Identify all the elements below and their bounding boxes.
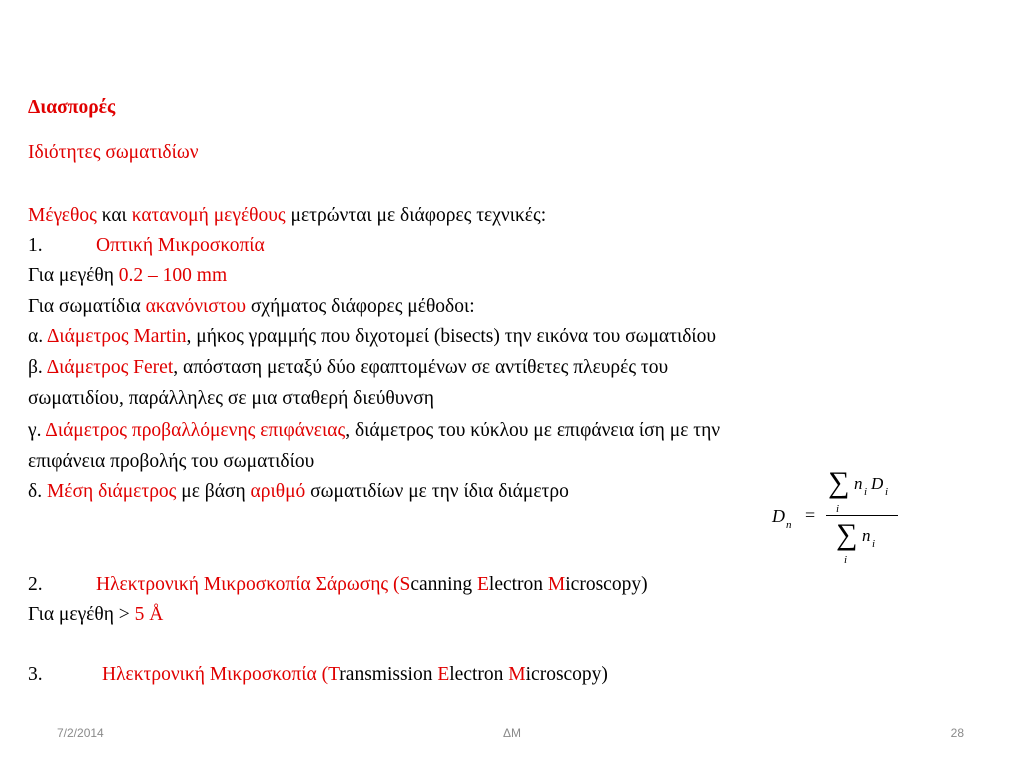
method-feret-cont: σωματιδίου, παράλληλες σε μια σταθερή διεύθυνση [28, 388, 434, 409]
acronym-letter: T [328, 664, 340, 685]
term-distribution: κατανομή μεγέθους [131, 205, 286, 226]
formula-den-index: i [844, 554, 848, 566]
method-term-number: αριθμό [250, 481, 306, 502]
acronym-letter: E [476, 574, 489, 595]
size-prefix: Για μεγέθη [28, 265, 119, 286]
formula-denominator-sigma: ∑ [836, 518, 858, 551]
size-prefix: Για μεγέθη [28, 604, 119, 625]
formula-lhs-sub: n [786, 519, 792, 531]
acronym-word: icroscopy) [525, 664, 608, 685]
method-text: σωματιδίων με την ίδια διάμετρο [305, 481, 569, 502]
acronym-letter: S [399, 574, 411, 595]
acronym-word: lectron [449, 664, 509, 685]
item-2-open: ( [388, 574, 400, 595]
formula-numerator-sigma: ∑ [828, 466, 850, 499]
formula-num-n-sub: i [864, 486, 868, 498]
irregular-prefix: Για σωματίδια [28, 296, 146, 317]
footer-page-number: 28 [950, 726, 964, 740]
method-marker: γ. [28, 420, 46, 441]
method-text: , διάμετρος του κύκλου με επιφάνεια ίση με την [345, 420, 721, 441]
term-size: Μέγεθος [28, 205, 97, 226]
item-1 [28, 235, 265, 257]
size-value: 5 Å [129, 604, 164, 625]
acronym-word: ransmission [339, 664, 438, 685]
method-martin [28, 326, 716, 348]
acronym-letter: E [437, 664, 450, 685]
item-2-number: 2. [28, 574, 43, 595]
formula-num-d: D [871, 474, 884, 493]
item-1-number: 1. [28, 235, 43, 256]
size-value: 0.2 – 100 mm [118, 265, 228, 286]
acronym-word: icroscopy) [565, 574, 648, 595]
footer-date: 7/2/2014 [57, 726, 104, 740]
method-text: , απόσταση μεταξύ δύο εφαπτομένων σε αντίθετες πλευρές του [173, 357, 669, 378]
footer-center: ΔΜ [502, 726, 521, 740]
formula-den-n-sub: i [872, 538, 876, 550]
formula-den-n: n [862, 526, 871, 545]
irregular-rest: σχήματος διάφορες μέθοδοι: [246, 296, 475, 317]
acronym-word: lectron [488, 574, 548, 595]
irregular-line [28, 296, 475, 318]
method-mid: με βάση [176, 481, 251, 502]
item-3 [28, 664, 608, 686]
method-marker: α. [28, 326, 47, 347]
method-feret [28, 357, 668, 379]
item-1-label: Οπτική Μικροσκοπία [96, 235, 265, 256]
greater-than-symbol: > [118, 604, 130, 625]
fraction-bar [826, 515, 898, 516]
method-text: , μήκος γραμμής που διχοτομεί (bisects) την εικόνα του σωματιδίου [186, 326, 717, 347]
acronym-letter: M [547, 574, 566, 595]
method-projected [28, 420, 720, 442]
method-mean [28, 481, 569, 503]
method-term: Μέση διάμετρος [46, 481, 177, 502]
formula-equals: = [805, 505, 816, 525]
item-2 [28, 574, 648, 596]
item-3-number: 3. [28, 664, 43, 685]
formula-num-n: n [854, 474, 863, 493]
irregular-term: ακανόνιστου [145, 296, 247, 317]
slide-subtitle: Ιδιότητες σωματιδίων [28, 142, 199, 163]
method-term: Διάμετρος Martin [46, 326, 187, 347]
formula-num-index: i [836, 503, 840, 515]
acronym-word: canning [410, 574, 477, 595]
formula-num-d-sub: i [885, 486, 889, 498]
method-projected-cont: επιφάνεια προβολής του σωματιδίου [28, 451, 315, 472]
method-term: Διάμετρος προβαλλόμενης επιφάνειας [45, 420, 346, 441]
slide-title: Διασπορές [28, 97, 116, 118]
acronym-letter: M [508, 664, 526, 685]
method-marker: δ. [28, 481, 47, 502]
method-term: Διάμετρος Feret [46, 357, 174, 378]
intro-rest: μετρώνται με διάφορες τεχνικές: [285, 205, 547, 226]
size-range-line [28, 265, 227, 287]
intro-conj: και [96, 205, 132, 226]
method-marker: β. [28, 357, 47, 378]
formula-lhs: D [772, 506, 785, 526]
intro-line [28, 205, 546, 227]
item-2-label: Ηλεκτρονική Μικροσκοπία Σάρωσης [96, 574, 389, 595]
size-range-line-2 [28, 604, 163, 626]
item-3-label: Ηλεκτρονική Μικροσκοπία ( [102, 664, 329, 685]
mean-diameter-formula [770, 466, 910, 571]
